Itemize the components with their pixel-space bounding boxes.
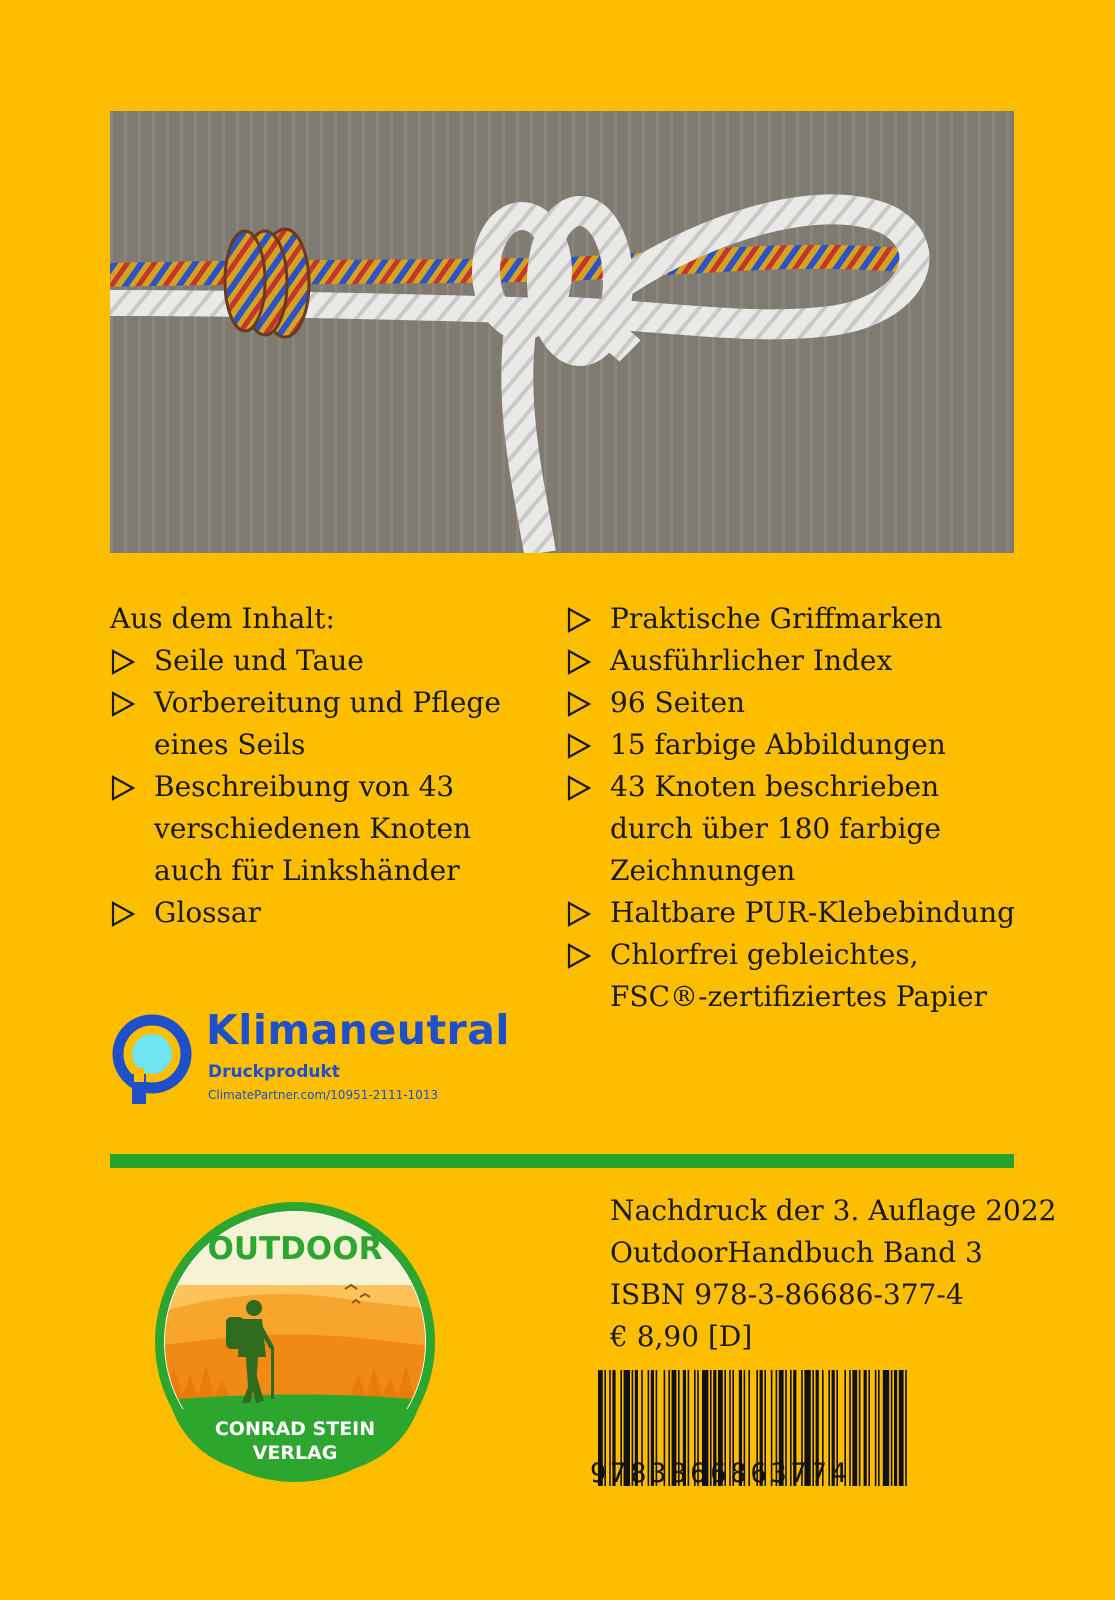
list-item-line: 43 Knoten beschrieben bbox=[610, 770, 940, 803]
contents-list-left bbox=[110, 598, 550, 934]
klimaneutral-logo bbox=[110, 1006, 540, 1107]
list-item bbox=[566, 682, 1026, 724]
contents-heading: Aus dem Inhalt: bbox=[110, 602, 335, 635]
list-item-line: verschiedenen Knoten bbox=[154, 812, 472, 845]
triangle-bullet-icon bbox=[566, 934, 610, 1018]
list-item bbox=[110, 766, 550, 892]
list-item-line: Seile und Taue bbox=[154, 644, 364, 677]
contents-list-right bbox=[566, 598, 1026, 1018]
list-item-line: Haltbare PUR-Klebebindung bbox=[610, 896, 1016, 929]
triangle-bullet-icon bbox=[566, 640, 610, 682]
list-item-line: Glossar bbox=[154, 896, 261, 929]
list-item bbox=[566, 934, 1026, 1018]
badge-bottom-line2: VERLAG bbox=[252, 1442, 338, 1464]
badge-top-label: OUTDOOR bbox=[207, 1231, 383, 1267]
list-item-line: auch für Linkshänder bbox=[154, 854, 460, 887]
list-item-line: Vorbereitung und Pflege bbox=[154, 686, 501, 719]
list-item bbox=[110, 682, 550, 766]
badge-bottom-line1: CONRAD STEIN bbox=[214, 1418, 376, 1440]
reprint-line: Nachdruck der 3. Auflage 2022 bbox=[610, 1194, 1057, 1227]
climate-partner-icon bbox=[110, 1012, 200, 1107]
triangle-bullet-icon bbox=[110, 682, 154, 766]
isbn-line: ISBN 978-3-86686-377-4 bbox=[610, 1278, 964, 1311]
green-divider bbox=[110, 1154, 1014, 1168]
triangle-bullet-icon bbox=[566, 682, 610, 724]
list-item-line: Beschreibung von 43 bbox=[154, 770, 455, 803]
klimaneutral-subtitle: Druckprodukt bbox=[208, 1062, 340, 1082]
knot-photo-illustration bbox=[110, 111, 1014, 553]
list-item bbox=[566, 598, 1026, 640]
series-line: OutdoorHandbuch Band 3 bbox=[610, 1236, 983, 1269]
triangle-bullet-icon bbox=[566, 892, 610, 934]
outdoor-hiker-emblem bbox=[150, 1197, 440, 1487]
price-line: € 8,90 [D] bbox=[610, 1320, 753, 1353]
list-item-line: 96 Seiten bbox=[610, 686, 746, 719]
klimaneutral-url: ClimatePartner.com/10951-2111-1013 bbox=[208, 1088, 439, 1102]
list-item-line: Chlorfrei gebleichtes, bbox=[610, 938, 919, 971]
cover-photo-knots bbox=[110, 111, 1014, 553]
triangle-bullet-icon bbox=[110, 766, 154, 892]
list-item-line: Praktische Griffmarken bbox=[610, 602, 943, 635]
publication-info bbox=[610, 1190, 1057, 1358]
list-item bbox=[566, 892, 1026, 934]
triangle-bullet-icon bbox=[566, 766, 610, 892]
barcode-digits: 9783866863774 bbox=[590, 1458, 851, 1489]
triangle-bullet-icon bbox=[566, 724, 610, 766]
triangle-bullet-icon bbox=[566, 598, 610, 640]
triangle-bullet-icon bbox=[110, 892, 154, 934]
list-item-line: eines Seils bbox=[154, 728, 306, 761]
list-item bbox=[566, 724, 1026, 766]
list-item bbox=[566, 766, 1026, 892]
klimaneutral-title: Klimaneutral bbox=[206, 1006, 510, 1054]
list-item-line: Ausführlicher Index bbox=[610, 644, 893, 677]
list-item-line: FSC®-zertifiziertes Papier bbox=[610, 980, 987, 1013]
triangle-bullet-icon bbox=[110, 640, 154, 682]
list-item-line: durch über 180 farbige bbox=[610, 812, 941, 845]
list-item bbox=[110, 892, 550, 934]
outdoor-badge-logo bbox=[150, 1197, 440, 1487]
list-item bbox=[110, 640, 550, 682]
list-item-line: Zeichnungen bbox=[610, 854, 796, 887]
list-item bbox=[566, 640, 1026, 682]
list-item-line: 15 farbige Abbildungen bbox=[610, 728, 946, 761]
